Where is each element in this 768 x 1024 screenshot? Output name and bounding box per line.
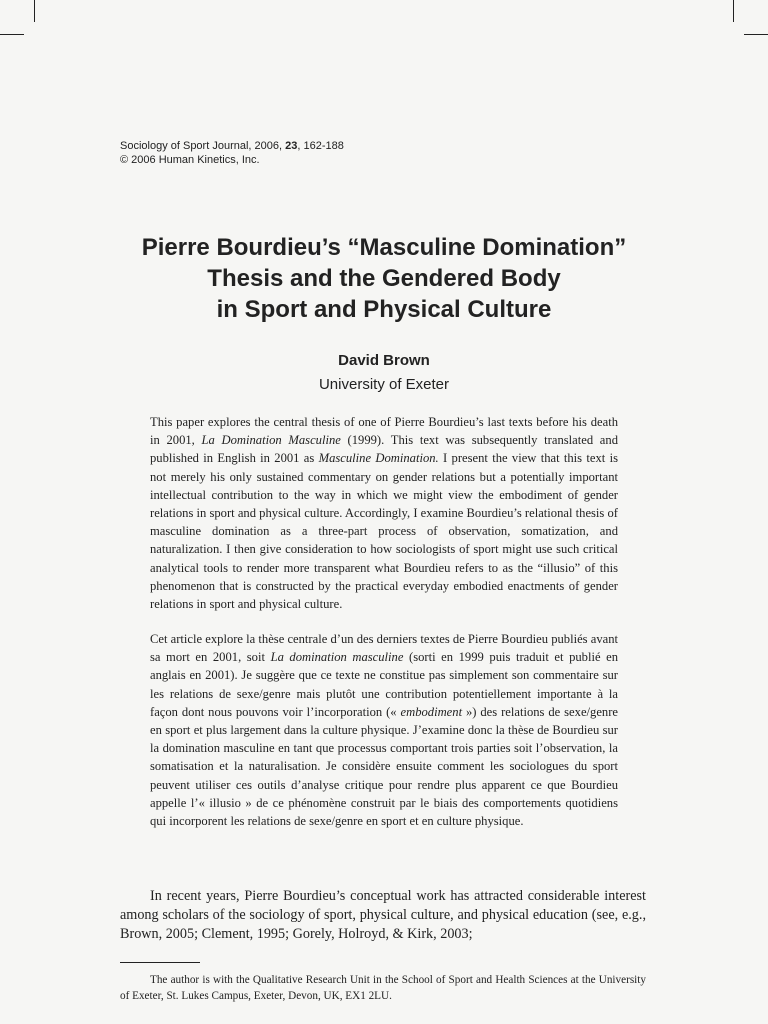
- abstract-fr-text-2: (sorti en 1999 puis traduit et publié en anglais en 2001). Je suggère que ce texte ne constitue pas simplement son commentaire sur les relations de sexe/genre mais plutôt une contribution potentiellement importante à la façon dont nous pouvons voir l’incorporation («: [150, 650, 619, 719]
- citation-prefix: Sociology of Sport Journal, 2006,: [120, 140, 286, 152]
- abstract-fr-text-1: Cet article explore la thèse centrale d’un des derniers textes de Pierre Bourdieu publiés avant sa mort en 2001, soit: [150, 632, 618, 665]
- abstract-fr-text-3: ») des relations de sexe/genre en sport et plus largement dans la culture physique. J’examine donc la thèse de Bourdieu sur la domination masculine en tant que processus comportant trois parties soit l’observation, la somatisation et la naturalisation. Je considère ensuite comment les sociologues du sport peuvent utiliser ces outils d’analyse critique pour rendre plus apparent ce que Bourdieu appelle l’« illusio » de ce phénomène construit par le biais des comportements quotidiens qui incorporent les relations de sexe/genre en sport et en culture physique.: [150, 704, 618, 829]
- pages: , 162-188: [297, 140, 344, 152]
- title-line-1: Pierre Bourdieu’s “Masculine Domination”: [141, 234, 627, 261]
- body-paragraph: In recent years, Pierre Bourdieu’s conceptual work has attracted considerable interest among scholars of the sociology of sport, physical culture, and physical education (see, e.g., Brown, 2005; Clement, 1995; Gorely, Holroyd, & Kirk, 2003;: [120, 888, 646, 942]
- footnote: The author is with the Qualitative Research Unit in the School of Sport and Health Sciences at the University of Exeter, St. Lukes Campus, Exeter, Devon, UK, EX1 2LU.: [120, 974, 646, 1002]
- title-line-2: Thesis and the Gendered Body: [207, 265, 561, 292]
- author-affiliation: University of Exeter: [318, 376, 450, 393]
- abstract-french: [150, 630, 618, 830]
- journal-citation: [120, 139, 344, 167]
- volume: 23: [285, 140, 298, 152]
- abstract-en-italic-1: La Domination Masculine: [201, 433, 341, 448]
- crop-mark-left-vertical: [34, 0, 35, 22]
- abstract-en-text-3: I present the view that this text is not merely his only sustained commentary on gender relations but a potentially important intellectual contribution to the way in which we might view the embodiment of gender relations in sport and physical culture. Accordingly, I examine Bourdieu’s relational thesis of masculine domination as a three-part process of observation, somatization, and naturalization. I then give consideration to how sociologists of sport might use such critical analytical tools to render more transparent what Bourdieu refers to as the “illusio” of this phenomenon that is constructed by the practical everyday embodied enactments of gender relations in sport and physical culture.: [150, 451, 618, 612]
- abstract-en-italic-2: Masculine Domination.: [318, 451, 439, 466]
- copyright: © 2006 Human Kinetics, Inc.: [120, 154, 260, 166]
- abstract-english: [150, 413, 618, 613]
- citation-line: [120, 139, 344, 153]
- abstract-fr-italic-2: embodiment: [400, 704, 463, 719]
- paper-title: [0, 232, 768, 325]
- crop-mark-right-horizontal: [744, 34, 768, 35]
- crop-mark-right-vertical: [733, 0, 734, 22]
- abstract-fr-italic-1: La domination masculine: [270, 650, 404, 665]
- title-line-3: in Sport and Physical Culture: [216, 296, 552, 323]
- abstract-en-text-1: This paper explores the central thesis of one of Pierre Bourdieu’s last texts before his death in 2001,: [150, 415, 618, 448]
- author-name: David Brown: [338, 352, 430, 369]
- crop-mark-left-horizontal: [0, 34, 24, 35]
- footnote-rule: [120, 962, 200, 963]
- abstract-en-text-2: (1999). This text was subsequently translated and published in English in 2001 as: [150, 433, 618, 466]
